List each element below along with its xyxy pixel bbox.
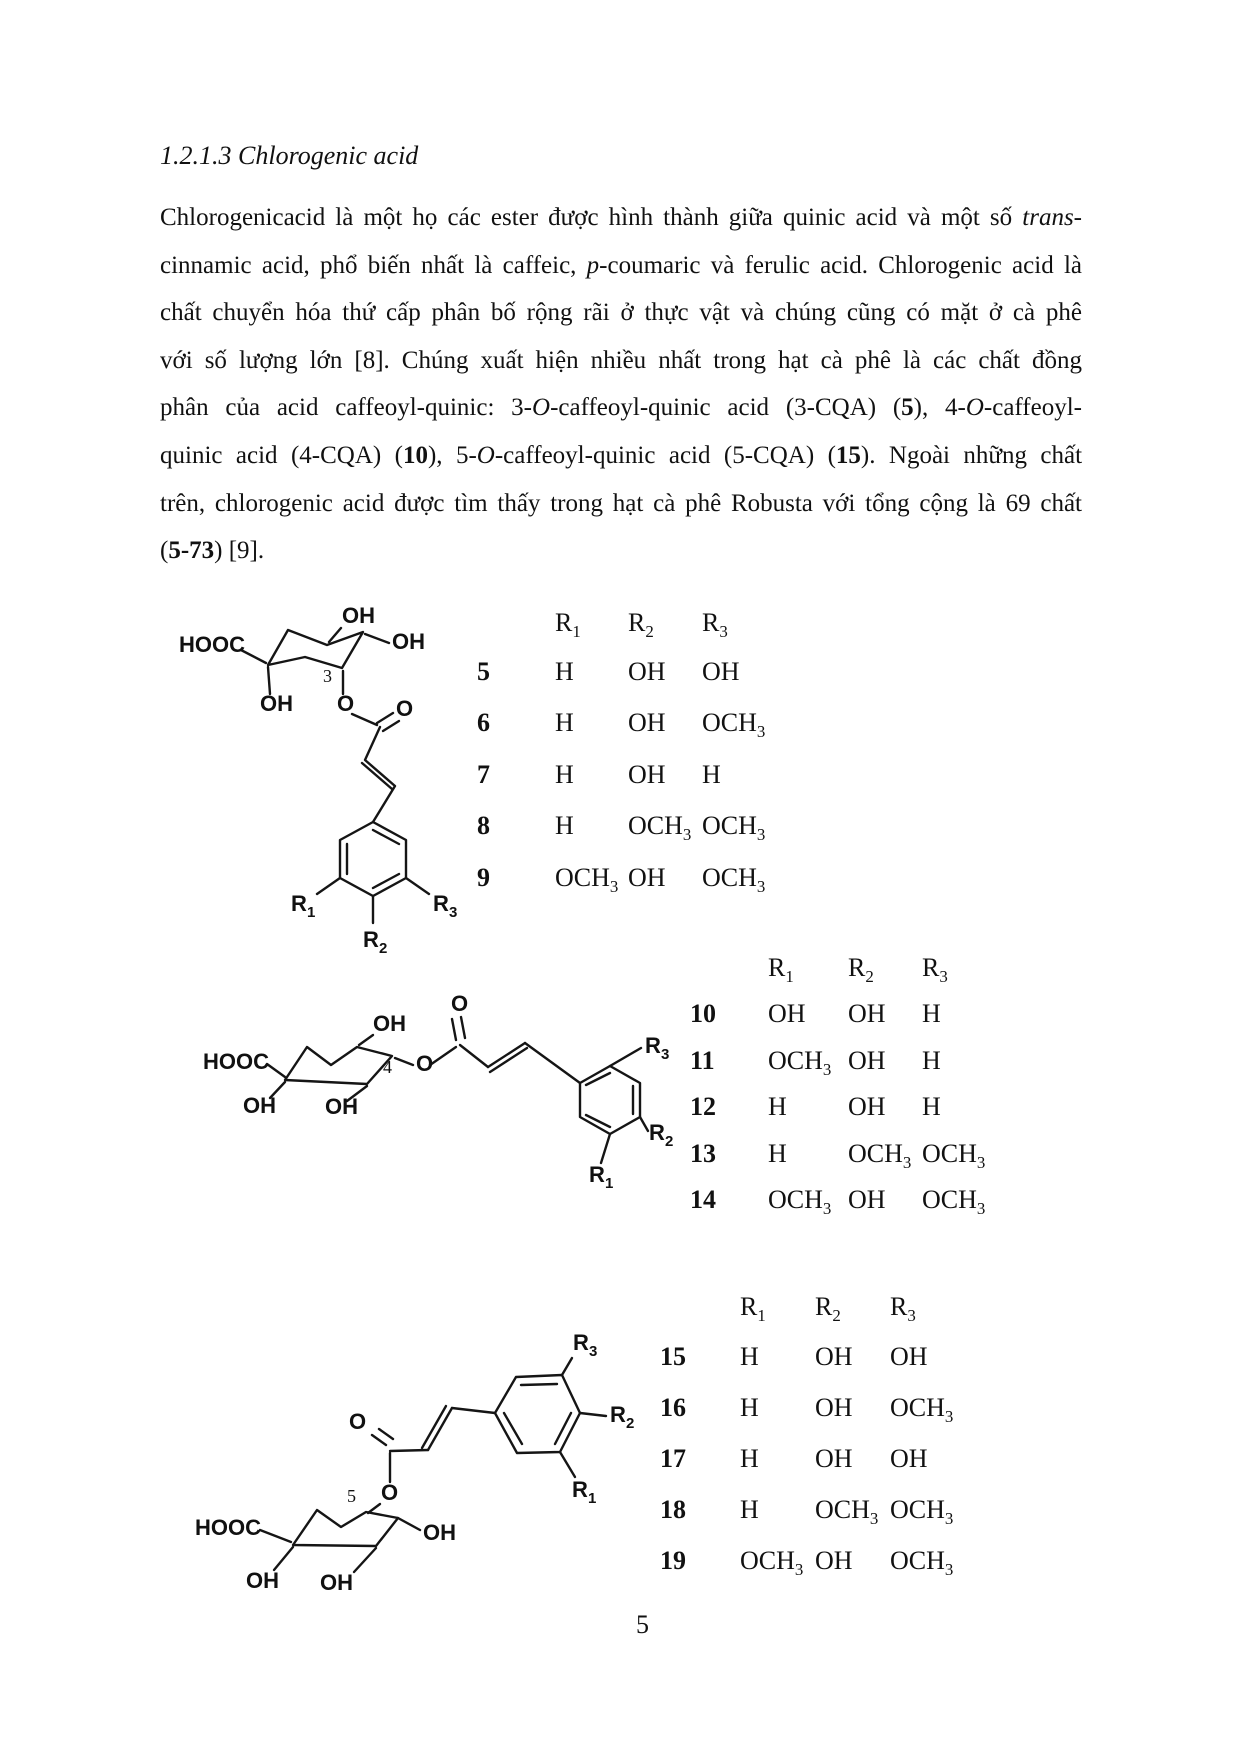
column-header: $R_2$ <box>848 953 874 987</box>
compound-number: 11 <box>690 1045 715 1075</box>
carbonyl-o-label: O <box>451 991 469 1016</box>
oh-label: OH <box>325 1094 358 1119</box>
body-paragraph <box>160 194 1082 575</box>
compound-number: 14 <box>690 1185 716 1215</box>
r-group-value: H <box>740 1392 759 1422</box>
r-group-value: H <box>922 1092 941 1122</box>
column-header: $R_1$ <box>740 1292 766 1326</box>
ester-o-label: O <box>337 691 355 716</box>
r-group-value: $OCH_3$ <box>922 1138 986 1172</box>
r3-label: R <box>573 1330 589 1355</box>
r1-label: R <box>572 1477 588 1502</box>
r-group-value: OH <box>848 1185 886 1215</box>
r-group-value: H <box>740 1341 759 1371</box>
compound-number: 16 <box>660 1392 686 1422</box>
r-group-value: $OCH_3$ <box>702 708 766 742</box>
compound-number: 13 <box>690 1138 716 1168</box>
r3-label: R <box>645 1033 661 1058</box>
oh-label: OH <box>423 1520 456 1545</box>
paragraph-line: quinic acid (4-CQA) (10), 5-O-caffeoyl-quinic acid (5-CQA) (15). Ngoài những chất <box>160 441 1083 469</box>
r-group-value: H <box>555 811 574 841</box>
paragraph-line: (5-73) [9]. <box>160 537 265 565</box>
r-group-value: $OCH_3$ <box>768 1045 832 1079</box>
r-group-value: H <box>702 759 721 789</box>
r-group-value: OH <box>628 862 666 892</box>
position-number: 3 <box>323 666 332 686</box>
carbonyl-o-label: O <box>349 1409 367 1434</box>
position-number: 5 <box>347 1486 356 1506</box>
r-group-value: OH <box>848 1092 886 1122</box>
paragraph-line: cinnamic acid, phổ biến nhất là caffeic, p-coumaric và ferulic acid. Chlorogenic acid là <box>160 251 1082 279</box>
column-header: $R_3$ <box>922 953 948 987</box>
position-number: 4 <box>383 1057 392 1077</box>
r-group-value: H <box>555 708 574 738</box>
compound-number: 17 <box>660 1443 686 1473</box>
column-header: $R_1$ <box>555 608 581 642</box>
r-group-value: OH <box>890 1443 928 1473</box>
r1-sub: 1 <box>588 1490 597 1507</box>
r1-label: R <box>291 891 307 916</box>
r-group-value: H <box>768 1092 787 1122</box>
r3-label: R <box>433 891 449 916</box>
paragraph-line: trên, chlorogenic acid được tìm thấy trong hạt cà phê Robusta với tổng cộng là 69 chất <box>160 489 1082 517</box>
ester-o-label: O <box>416 1051 434 1076</box>
r-group-value: OH <box>815 1392 853 1422</box>
column-header: $R_2$ <box>815 1292 841 1326</box>
r-group-value: H <box>740 1443 759 1473</box>
compound-number: 9 <box>477 862 490 892</box>
bond-lines <box>267 1017 648 1163</box>
compound-number: 19 <box>660 1545 686 1575</box>
r-group-value: OH <box>890 1341 928 1371</box>
structure-4-cqa-skeleton <box>185 985 685 1200</box>
oh-label: OH <box>260 691 293 716</box>
r-group-value: H <box>555 759 574 789</box>
r-group-value: OH <box>848 999 886 1029</box>
r-group-value: $OCH_3$ <box>815 1494 879 1528</box>
r3-sub: 3 <box>449 904 458 921</box>
r-group-value: H <box>555 656 574 686</box>
r2-label: R <box>610 1402 626 1427</box>
r-group-value: $OCH_3$ <box>702 811 766 845</box>
r-group-value: OH <box>848 1045 886 1075</box>
r-group-value: $OCH_3$ <box>768 1185 832 1219</box>
hooc-label: HOOC <box>195 1515 261 1540</box>
paragraph-line: với số lượng lớn [8]. Chúng xuất hiện nhiều nhất trong hạt cà phê là các chất đồng <box>160 346 1082 374</box>
compound-number: 10 <box>690 999 716 1029</box>
r3-sub: 3 <box>589 1343 598 1360</box>
ester-o-label: O <box>381 1480 399 1505</box>
r2-sub: 2 <box>665 1133 674 1150</box>
bond-lines <box>241 628 429 923</box>
column-header: $R_1$ <box>768 953 794 987</box>
r-group-value: OH <box>628 656 666 686</box>
r-group-value: $OCH_3$ <box>890 1392 954 1426</box>
r-group-value: OH <box>702 656 740 686</box>
structure-5-cqa-skeleton <box>170 1330 650 1620</box>
compound-number: 18 <box>660 1494 686 1524</box>
r1-label: R <box>589 1162 605 1187</box>
r-group-value: H <box>768 1138 787 1168</box>
r-group-value: OH <box>815 1545 853 1575</box>
column-header: $R_3$ <box>702 608 728 642</box>
compound-number: 12 <box>690 1092 716 1122</box>
r-group-value: OH <box>815 1341 853 1371</box>
oh-label: OH <box>320 1570 353 1595</box>
r-group-value: OH <box>628 759 666 789</box>
r-group-value: $OCH_3$ <box>848 1138 912 1172</box>
paragraph-line: chất chuyển hóa thứ cấp phân bố rộng rãi ở thực vật và chúng cũng có mặt ở cà phê <box>160 299 1082 327</box>
hooc-label: HOOC <box>203 1049 269 1074</box>
oh-label: OH <box>246 1568 279 1593</box>
r-group-value: $OCH_3$ <box>555 862 619 896</box>
page-number: 5 <box>636 1610 649 1639</box>
column-header: $R_2$ <box>628 608 654 642</box>
compound-number: 7 <box>477 759 490 789</box>
r1-sub: 1 <box>605 1175 614 1192</box>
r-group-value: $OCH_3$ <box>702 862 766 896</box>
oh-label: OH <box>342 603 375 628</box>
compound-number: 5 <box>477 656 490 686</box>
r2-sub: 2 <box>379 940 388 957</box>
oh-label: OH <box>392 629 425 654</box>
section-heading: 1.2.1.3 Chlorogenic acid <box>160 141 419 170</box>
r-group-value: OH <box>815 1443 853 1473</box>
oh-label: OH <box>243 1093 276 1118</box>
r-group-value: $OCH_3$ <box>922 1185 986 1219</box>
compound-number: 8 <box>477 811 490 841</box>
r-group-value: $OCH_3$ <box>890 1545 954 1579</box>
r-group-value: H <box>922 1045 941 1075</box>
carbonyl-o-label: O <box>396 696 414 721</box>
r-group-value: OH <box>768 999 806 1029</box>
hooc-label: HOOC <box>179 632 245 657</box>
r2-label: R <box>649 1120 665 1145</box>
compound-number: 6 <box>477 708 490 738</box>
r-group-value: $OCH_3$ <box>890 1494 954 1528</box>
oh-label: OH <box>373 1011 406 1036</box>
r-group-value: H <box>922 999 941 1029</box>
paragraph-line: Chlorogenicacid là một họ các ester được hình thành giữa quinic acid và một số trans- <box>160 204 1082 231</box>
r3-sub: 3 <box>661 1046 670 1063</box>
r2-label: R <box>363 927 379 952</box>
r-group-value: $OCH_3$ <box>628 811 692 845</box>
r-group-value: $OCH_3$ <box>740 1545 804 1579</box>
column-header: $R_3$ <box>890 1292 916 1326</box>
r2-sub: 2 <box>626 1415 635 1432</box>
r-group-value: H <box>740 1494 759 1524</box>
r-group-value: OH <box>628 708 666 738</box>
paragraph-line: phân của acid caffeoyl-quinic: 3-O-caffeoyl-quinic acid (3-CQA) (5), 4-O-caffeoyl- <box>160 394 1082 422</box>
compound-number: 15 <box>660 1341 686 1371</box>
r1-sub: 1 <box>307 904 316 921</box>
